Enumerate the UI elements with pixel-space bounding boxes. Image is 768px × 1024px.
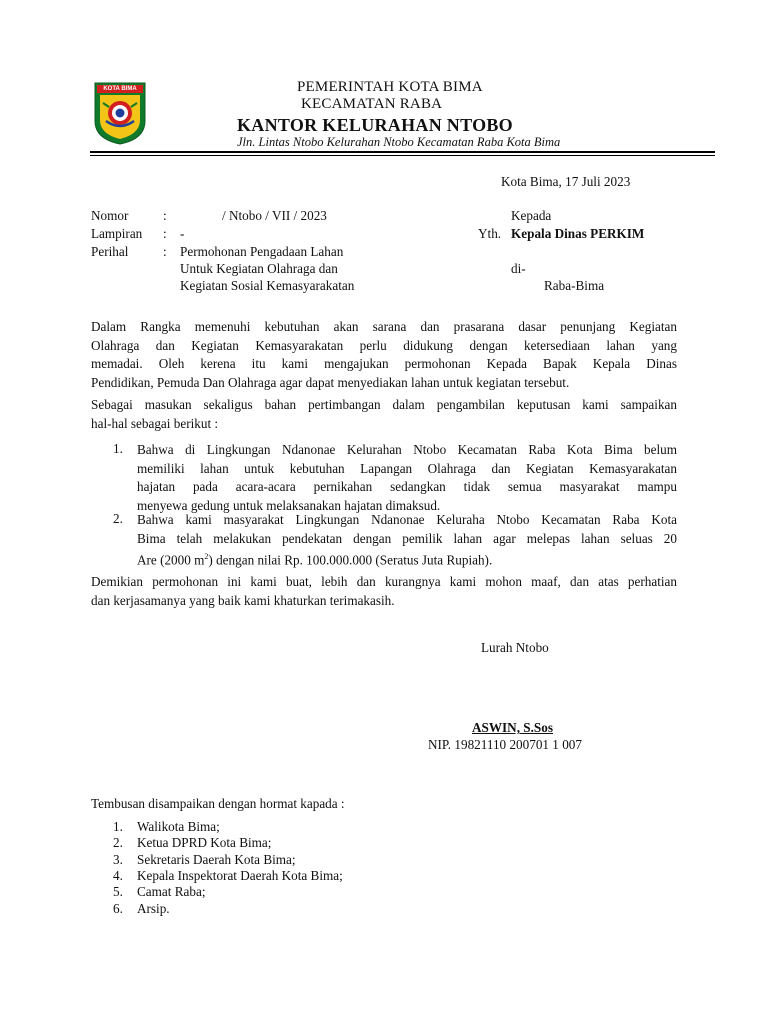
paragraph-line: Sebagai masukan sekaligus bahan pertimbangan dalam pengambilan keputusan kami sampaikan bbox=[91, 397, 677, 412]
signatory-title: Lurah Ntobo bbox=[481, 640, 549, 655]
perihal-line: Untuk Kegiatan Olahraga dan bbox=[180, 261, 338, 276]
cc-item: 1. Walikota Bima; bbox=[113, 819, 220, 834]
lampiran-label: Lampiran bbox=[91, 226, 143, 241]
letterhead-divider-thick bbox=[90, 151, 715, 153]
area-superscript: 2 bbox=[204, 552, 209, 561]
letterhead-divider-thin bbox=[90, 155, 715, 156]
paragraph-line: Demikian permohonan ini kami buat, lebih dan kurangnya kami mohon maaf, dan atas perhatian bbox=[91, 574, 677, 589]
logo-label: KOTA BIMA bbox=[103, 86, 137, 92]
recipient-place: Raba-Bima bbox=[544, 278, 605, 293]
letterhead-district: KECAMATAN RABA bbox=[301, 96, 443, 112]
letterhead-office: KANTOR KELURAHAN NTOBO bbox=[237, 115, 513, 135]
cc-item: 5. Camat Raba; bbox=[113, 884, 206, 899]
area-text-post: ) dengan nilai Rp. 100.000.000 (Seratus Juta Rupiah). bbox=[208, 552, 493, 568]
lampiran-colon: : bbox=[163, 226, 167, 241]
point-line: Bahwa di Lingkungan Ndanonae Kelurahan Ntobo Kecamatan Raba Kota Bima belum bbox=[137, 442, 677, 457]
letter-date: Kota Bima, 17 Juli 2023 bbox=[501, 174, 631, 189]
point-number: 1. bbox=[113, 441, 123, 456]
paragraph-line: hal-hal sebagai berikut : bbox=[91, 415, 219, 431]
paragraph-line: Pendidikan, Pemuda Dan Olahraga agar dapat menyediakan lahan untuk kegiatan tersebut. bbox=[91, 374, 570, 390]
cc-item: 2. Ketua DPRD Kota Bima; bbox=[113, 835, 272, 850]
paragraph-line: Olahraga dan Kegiatan Kemasyarakatan perlu didukung dengan ketersediaan lahan yang bbox=[91, 337, 677, 353]
point-line: menyewa gedung untuk melaksanakan hajatan dimaksud. bbox=[137, 497, 441, 513]
paragraph-line: Dalam Rangka memenuhi kebutuhan akan sarana dan prasarana dasar penunjang Kegiatan bbox=[91, 319, 677, 334]
recipient-yth: Yth. bbox=[478, 226, 502, 241]
cc-heading: Tembusan disampaikan dengan hormat kapada : bbox=[91, 796, 345, 811]
area-text-pre: Are (2000 m bbox=[137, 552, 205, 568]
cc-item: 4. Kepala Inspektorat Daerah Kota Bima; bbox=[113, 868, 343, 883]
point-line: hajatan pada acara-acara pernikahan sedangkan tidak semua masyarakat mampu bbox=[137, 479, 677, 494]
point-line-area bbox=[137, 548, 677, 567]
signatory-name: ASWIN, S.Sos bbox=[472, 720, 553, 735]
point-line: memiliki lahan untuk kebutuhan Lapangan Olahraga dan Kegiatan Kemasyarakatan bbox=[137, 460, 677, 476]
letterhead-government: PEMERINTAH KOTA BIMA bbox=[297, 79, 483, 95]
nomor-label: Nomor bbox=[91, 208, 129, 223]
point-2-body bbox=[137, 511, 677, 567]
perihal-colon: : bbox=[163, 244, 167, 259]
point-number: 2. bbox=[113, 511, 123, 526]
city-logo bbox=[93, 81, 147, 145]
perihal-label: Perihal bbox=[91, 244, 129, 259]
recipient-name: Kepala Dinas PERKIM bbox=[511, 226, 645, 241]
perihal-line: Permohonan Pengadaan Lahan bbox=[180, 244, 344, 259]
point-line: Bahwa kami masyarakat Lingkungan Ndanonae Keluraha Ntobo Kecamatan Raba Kota bbox=[137, 512, 677, 527]
cc-item: 3. Sekretaris Daerah Kota Bima; bbox=[113, 852, 296, 867]
nomor-value: / Ntobo / VII / 2023 bbox=[222, 208, 327, 223]
paragraph-line: dan kerjasamanya yang baik kami khaturkan terimakasih. bbox=[91, 592, 395, 608]
closing-paragraph bbox=[91, 573, 677, 629]
point-1-body bbox=[137, 441, 677, 515]
recipient-di: di- bbox=[511, 261, 526, 276]
paragraph-line: memadai. Oleh kerena itu kami mengajukan permohonan Kepada Bapak Kepala Dinas bbox=[91, 356, 677, 371]
nomor-colon: : bbox=[163, 208, 167, 223]
cc-item: 6. Arsip. bbox=[113, 901, 170, 916]
perihal-line: Kegiatan Sosial Kemasyarakatan bbox=[180, 278, 355, 293]
point-line: Bima telah melakukan pendekatan dengan pemilik lahan agar melepas lahan seluas 20 bbox=[137, 530, 677, 546]
signatory-nip: NIP. 19821110 200701 1 007 bbox=[428, 737, 582, 752]
lampiran-value: - bbox=[180, 226, 185, 241]
recipient-kepada: Kepada bbox=[511, 208, 552, 223]
letterhead-address: Jln. Lintas Ntobo Kelurahan Ntobo Kecamatan Raba Kota Bima bbox=[237, 135, 561, 149]
